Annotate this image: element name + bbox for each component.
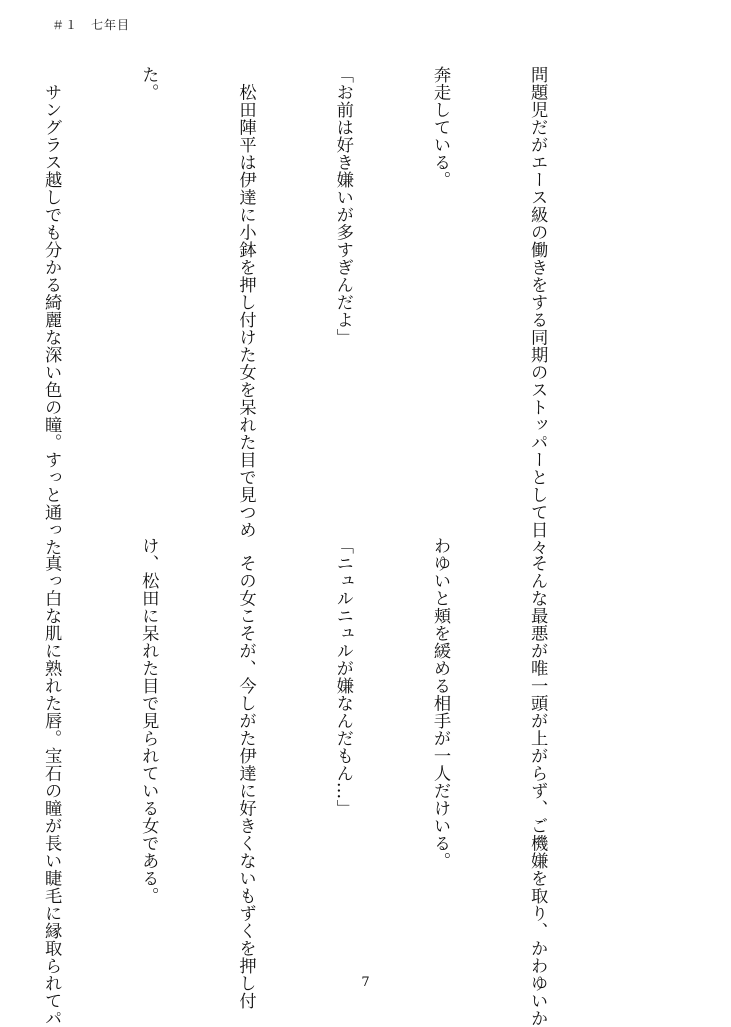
running-header: ＃１ 七年目 [52,18,131,32]
lower-text-block [41,537,618,1027]
text-line: 松田陣平は伊達に小鉢を押し付けた女を呆れた目で見つめ [235,66,256,539]
text-line: サングラス越しでも分かる綺麗な深い色の瞳。すっと通った [41,66,62,556]
text-line: 奔走している。 [429,66,450,189]
text-line: 問題児だがエース級の働きをする同期のストッパーとして日々 [527,66,548,556]
text-line: 「お前は好き嫌いが多すぎんだよ」 [332,66,353,346]
page-number: 7 [361,975,370,990]
upper-text-block [41,66,618,556]
text-line: け、松田に呆れた目で見られている女である。 [138,537,159,905]
text-line: わゆいと頬を緩める相手が一人だけいる。 [429,537,450,870]
text-line: そんな最悪が唯一頭が上がらず、ご機嫌を取り、かわゆいか [527,537,548,1027]
text-line: た。 [138,66,159,101]
text-line: その女こそが、今しがた伊達に好きくないもずくを押し付 [235,537,256,1010]
text-line: 「ニュルニュルが嫌なんだもん…」 [332,537,353,817]
text-line: 真っ白な肌に熟れた唇。宝石の瞳が長い睫毛に縁取られてパ [41,537,62,1027]
